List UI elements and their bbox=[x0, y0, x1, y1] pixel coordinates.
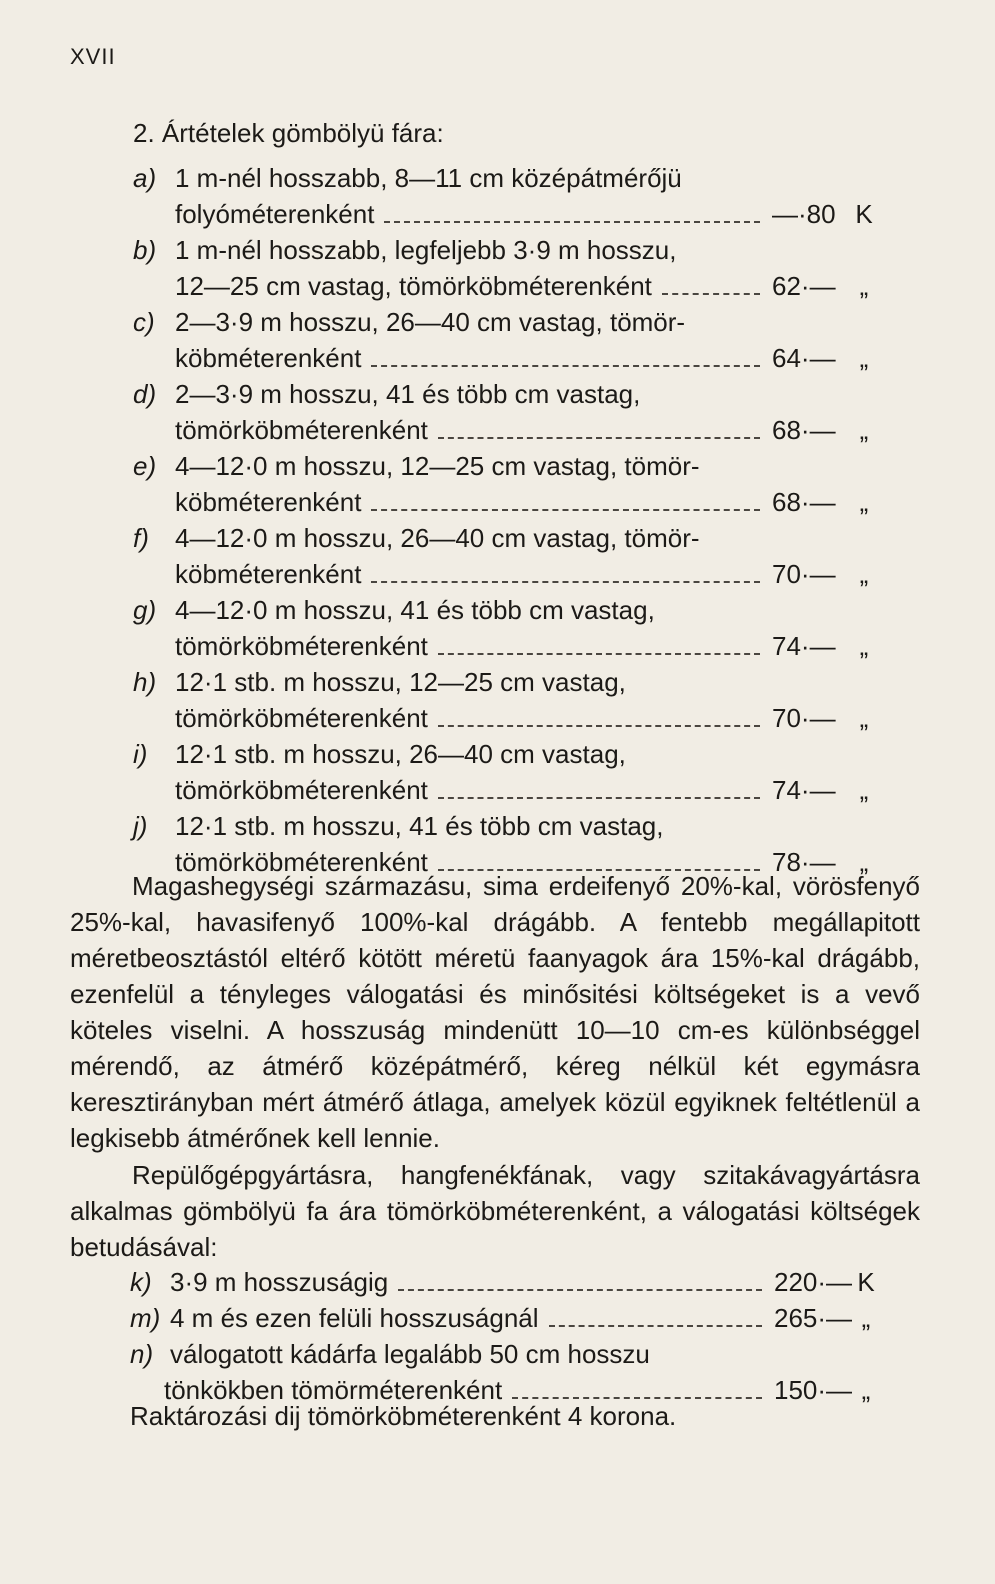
item-description: 12·1 stb. m hosszu, 26—40 cm vastag, bbox=[175, 739, 626, 769]
item-price-line bbox=[175, 628, 878, 664]
item-label: d) bbox=[133, 379, 157, 409]
item-unit-text: tömörköbméterenként bbox=[175, 703, 428, 733]
dot-leader bbox=[662, 293, 760, 295]
item-price-line bbox=[175, 196, 878, 232]
item-label: c) bbox=[133, 307, 155, 337]
item-unit-text: tömörköbméterenként bbox=[175, 415, 428, 445]
item-description: 2—3·9 m hosszu, 41 és több cm vastag, bbox=[175, 379, 641, 409]
item-currency: „ bbox=[859, 487, 869, 517]
item-label: g) bbox=[133, 595, 157, 625]
price-item-e bbox=[133, 448, 878, 520]
item-price-line bbox=[175, 772, 878, 808]
item-currency: „ bbox=[859, 631, 869, 661]
item-unit-text: tömörköbméterenként bbox=[175, 847, 428, 877]
item-price-line bbox=[175, 484, 878, 520]
item-unit-text: 12—25 cm vastag, tömörköbméterenként bbox=[175, 271, 652, 301]
item-currency: „ bbox=[859, 847, 869, 877]
item-price: 78·— bbox=[772, 847, 836, 877]
item-currency: „ bbox=[859, 703, 869, 733]
item-label: e) bbox=[133, 451, 157, 481]
item-currency: „ bbox=[859, 415, 869, 445]
dot-leader bbox=[438, 653, 760, 655]
item-unit-text: tömörköbméterenként bbox=[175, 775, 428, 805]
item-price: 68·— bbox=[772, 487, 836, 517]
item-price: 64·— bbox=[772, 343, 836, 373]
item-currency: „ bbox=[859, 271, 869, 301]
item-currency: „ bbox=[859, 559, 869, 589]
dot-leader bbox=[371, 365, 760, 367]
dot-leader bbox=[438, 725, 760, 727]
paragraph-special-wood: Repülőgépgyártásra, hangfenékfának, vagy szitakávagyártásra alkalmas gömbölyü fa ára tömörköbméterenként, a válogatási költségek betudásával: bbox=[70, 1160, 920, 1262]
item-price-line bbox=[175, 268, 878, 304]
item-label: h) bbox=[133, 667, 157, 697]
price-item-a bbox=[133, 160, 878, 232]
item-unit-text: köbméterenként bbox=[175, 343, 362, 373]
item-description: 4—12·0 m hosszu, 12—25 cm vastag, tömör- bbox=[175, 451, 700, 481]
item-description: 12·1 stb. m hosszu, 12—25 cm vastag, bbox=[175, 667, 626, 697]
price-item-h bbox=[133, 664, 878, 736]
item-description: 12·1 stb. m hosszu, 41 és több cm vastag, bbox=[175, 811, 664, 841]
item-label: j) bbox=[133, 811, 148, 841]
item-description: 4—12·0 m hosszu, 26—40 cm vastag, tömör- bbox=[175, 523, 700, 553]
price-item-i bbox=[133, 736, 878, 808]
price-item-c bbox=[133, 304, 878, 376]
storage-fee-note: Raktározási dij tömörköbméterenként 4 korona. bbox=[130, 1401, 677, 1431]
price-item-g bbox=[133, 592, 878, 664]
item-price-line bbox=[175, 412, 878, 448]
item-description: 1 m-nél hosszabb, legfeljebb 3·9 m hosszu, bbox=[175, 235, 677, 265]
item-price: 70·— bbox=[772, 703, 836, 733]
item-price-line bbox=[175, 556, 878, 592]
item-currency: „ bbox=[859, 775, 869, 805]
paragraph-surcharges: Magashegységi származásu, sima erdeifenyő 20%-kal, vörösfenyő 25%-kal, havasifenyő 100%-kal drágább. A fentebb megállapitott méretbeosztástól eltérő kötött méretü faanyagok ára 15%-kal drágább, ezenfelül a tényleges válogatási és minősitési költségeket is a vevő köteles viselni. A hosszuság mindenütt 10—10 cm-es különbséggel mérendő, az átmérő középátmérő, kéreg nélkül két egymásra keresztirányban mért átmérő átlaga, amelyek közül egyiknek feltétlenül a legkisebb átmérőnek kell lennie. bbox=[70, 871, 920, 1153]
price-row-m: m) 4 m és ezen felüli hosszuságnál 265·— „ bbox=[130, 1303, 871, 1333]
item-currency: K bbox=[855, 199, 873, 229]
price-item-b bbox=[133, 232, 878, 304]
item-price: 74·— bbox=[772, 775, 836, 805]
item-price-line bbox=[175, 700, 878, 736]
price-row-n-cont: tönkökben tömörméterenként 150·— „ bbox=[164, 1375, 871, 1405]
item-price: 68·— bbox=[772, 415, 836, 445]
item-unit-text: köbméterenként bbox=[175, 559, 362, 589]
item-unit-text: köbméterenként bbox=[175, 487, 362, 517]
item-price: 74·— bbox=[772, 631, 836, 661]
price-item-f bbox=[133, 520, 878, 592]
price-row-n: n) válogatott kádárfa legalább 50 cm hosszu bbox=[130, 1339, 650, 1369]
item-unit-text: folyóméterenként bbox=[175, 199, 375, 229]
dot-leader bbox=[384, 221, 760, 223]
section-heading: 2. Ártételek gömbölyü fára: bbox=[133, 118, 444, 148]
item-currency: „ bbox=[859, 343, 869, 373]
dot-leader bbox=[371, 509, 760, 511]
special-price-list bbox=[130, 1264, 880, 1408]
dot-leader bbox=[438, 437, 760, 439]
price-item-d bbox=[133, 376, 878, 448]
page-number: XVII bbox=[70, 44, 116, 69]
item-description: 2—3·9 m hosszu, 26—40 cm vastag, tömör- bbox=[175, 307, 686, 337]
item-description: 4—12·0 m hosszu, 41 és több cm vastag, bbox=[175, 595, 655, 625]
dot-leader bbox=[371, 581, 760, 583]
item-label: a) bbox=[133, 163, 157, 193]
price-row-k: k) 3·9 m hosszuságig 220·— K bbox=[130, 1267, 875, 1297]
item-price: 62·— bbox=[772, 271, 836, 301]
item-description: 1 m-nél hosszabb, 8—11 cm középátmérőjü bbox=[175, 163, 682, 193]
item-price: —·80 bbox=[772, 199, 836, 229]
item-unit-text: tömörköbméterenként bbox=[175, 631, 428, 661]
item-label: f) bbox=[133, 523, 149, 553]
item-price-line bbox=[175, 340, 878, 376]
item-price: 70·— bbox=[772, 559, 836, 589]
dot-leader bbox=[438, 797, 760, 799]
item-label: b) bbox=[133, 235, 157, 265]
item-label: i) bbox=[133, 739, 148, 769]
